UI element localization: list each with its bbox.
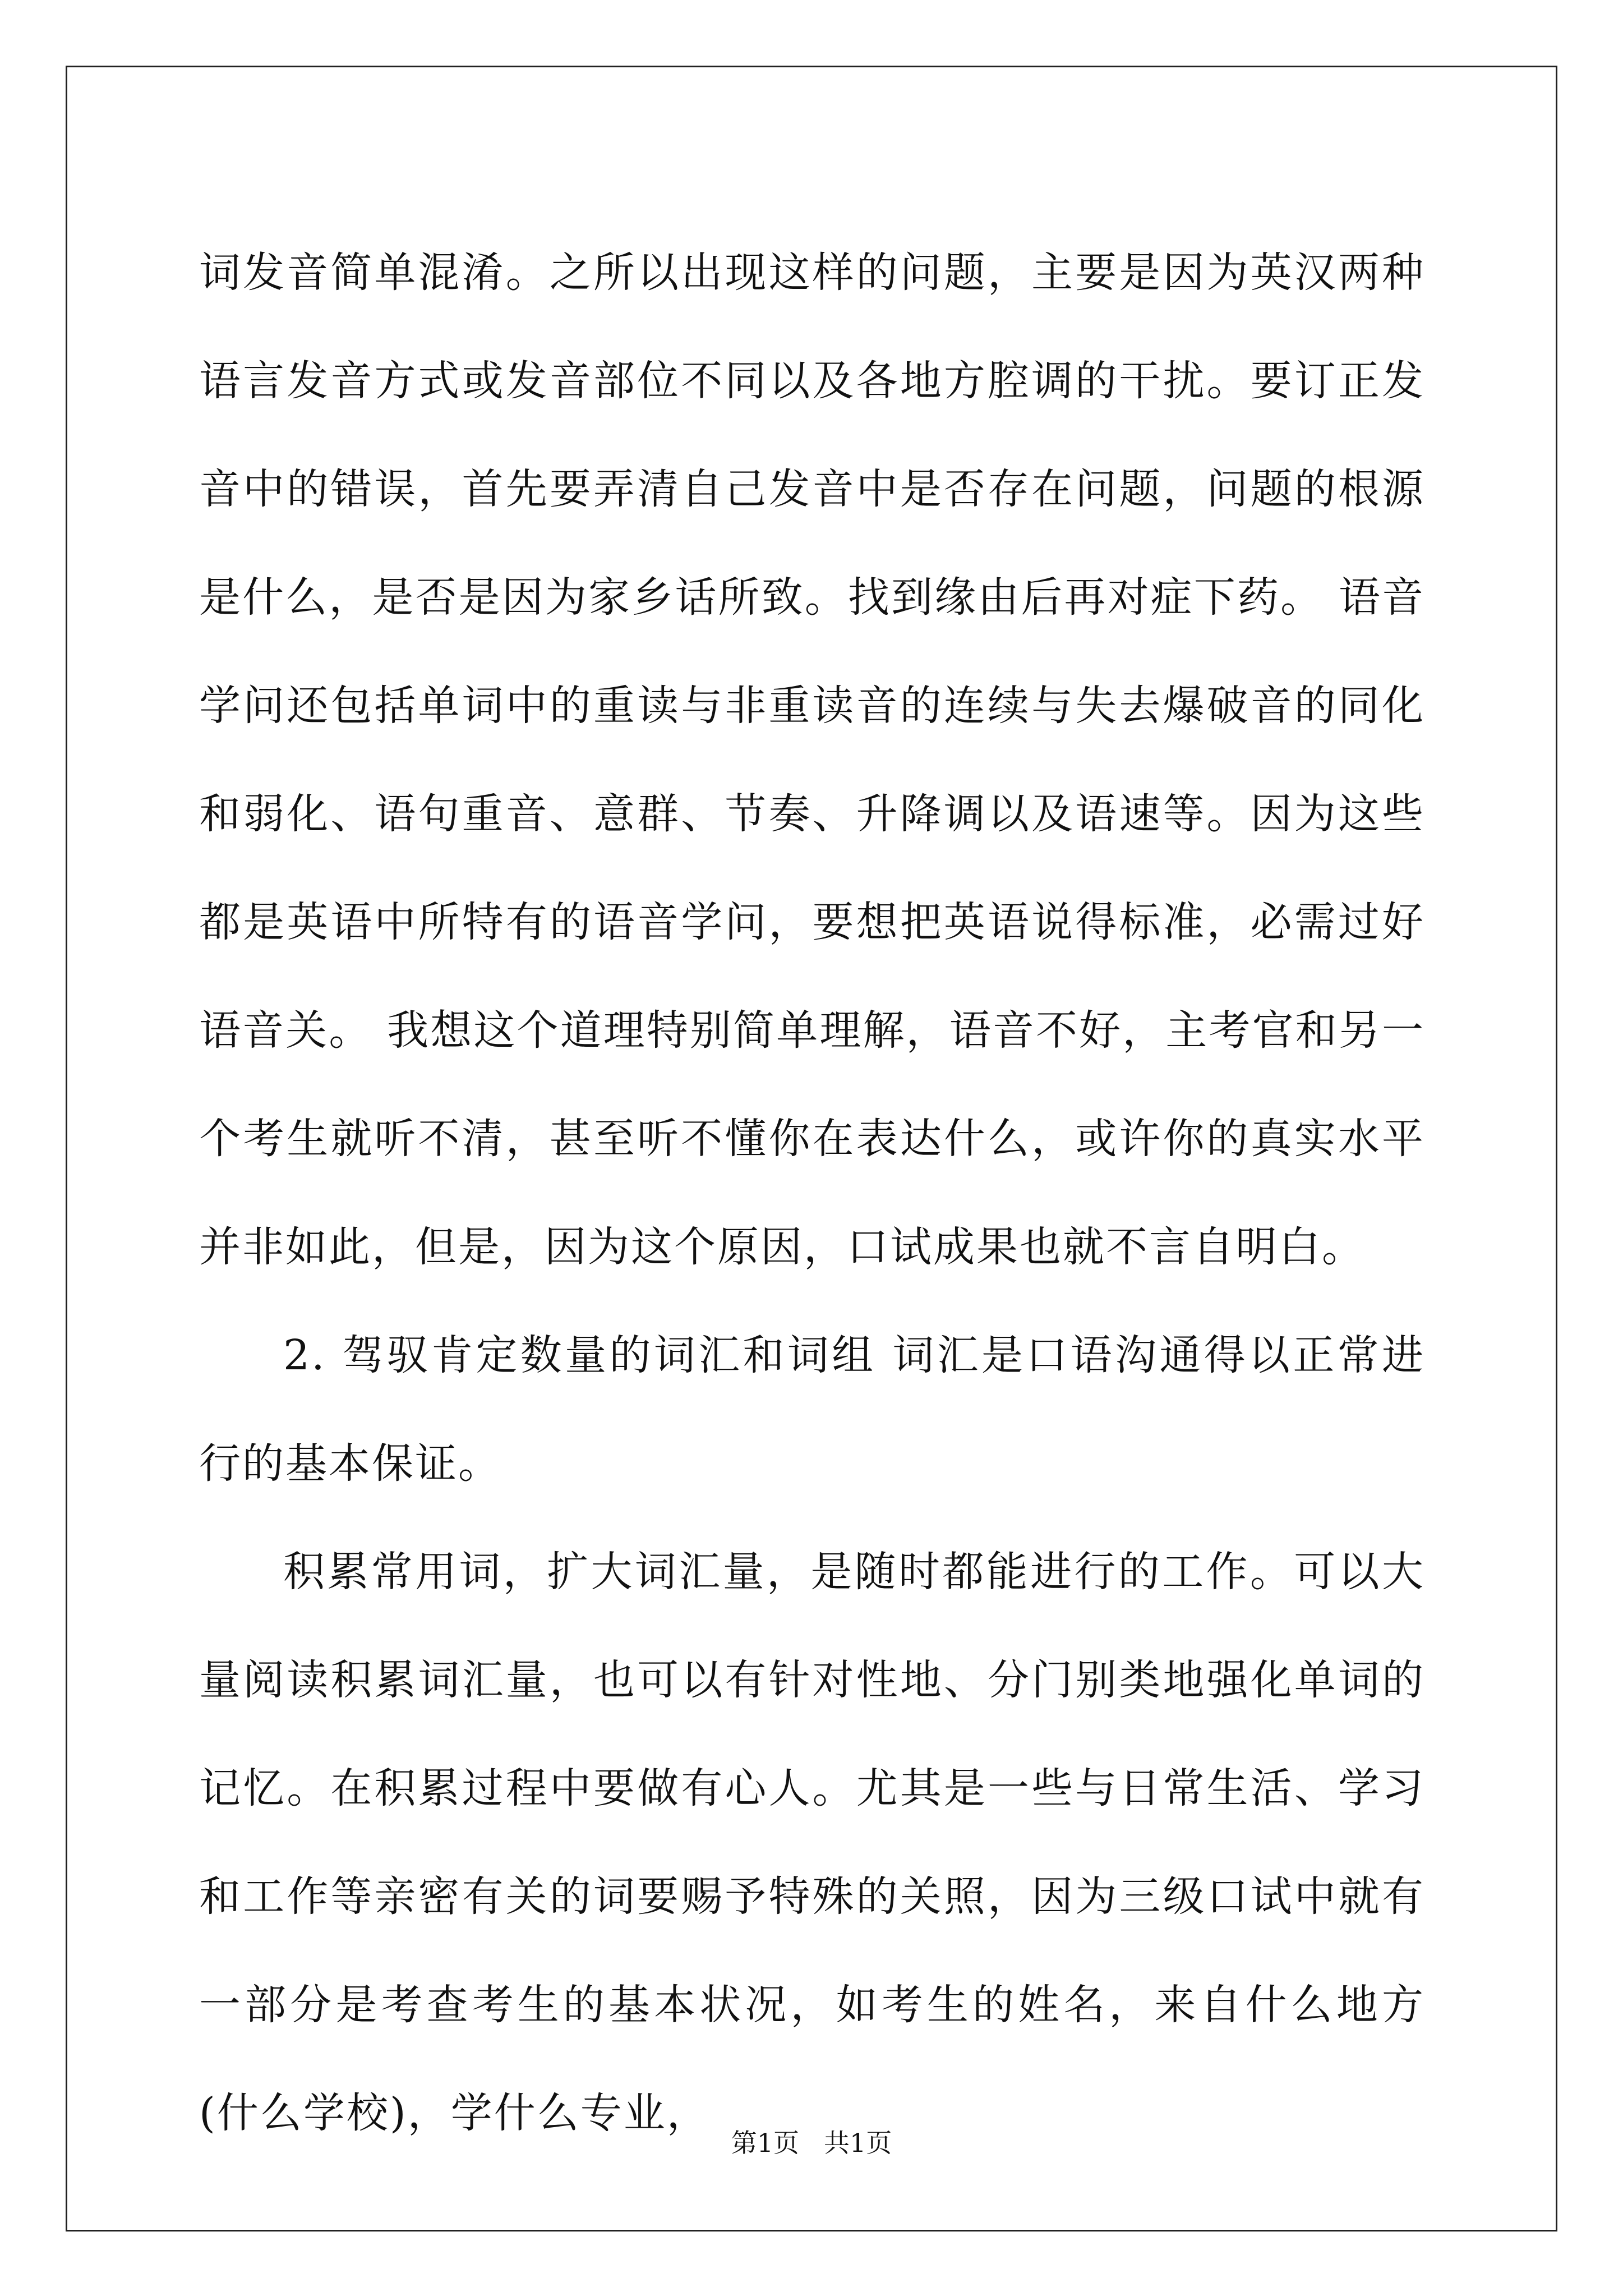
paragraph-vocabulary-heading: 2. 驾驭肯定数量的词汇和词组 词汇是口语沟通得以正常进行的基本保证。 (199, 1331, 1425, 1488)
page-number: 第1页 (731, 2128, 800, 2158)
page-total: 共1页 (823, 2128, 892, 2158)
document-body (199, 219, 1425, 2168)
page-footer (0, 2126, 1623, 2160)
paragraph-vocabulary-accumulation: 积累常用词，扩大词汇量，是随时都能进行的工作。可以大量阅读积累词汇量，也可以有针对性地、分门别类地强化单词的记忆。在积累过程中要做有心人。尤其是一些与日常生活、学习和工作等亲密有关的词要赐予特殊的关照，因为三级口试中就有一部分是考查考生的基本状况，如考生的姓名，来自什么地方(什么学校)，学什么专业， (199, 1548, 1425, 2137)
paragraph-pronunciation: 词发音简单混淆。之所以出现这样的问题，主要是因为英汉两种语言发音方式或发音部位不同以及各地方腔调的干扰。要订正发音中的错误，首先要弄清自己发音中是否存在问题，问题的根源是什么，是否是因为家乡话所致。找到缘由后再对症下药。 语音学问还包括单词中的重读与非重读音的连续与失去爆破音的同化和弱化、语句重音、意群、节奏、升降调以及语速等。因为这些都是英语中所特有的语音学问，要想把英语说得标准，必需过好语音关。 我想这个道理特别简单理解，语音不好，主考官和另一个考生就听不清，甚至听不懂你在表达什么，或许你的真实水平并非如此，但是，因为这个原因，口试成果也就不言自明白。 (199, 249, 1425, 1271)
